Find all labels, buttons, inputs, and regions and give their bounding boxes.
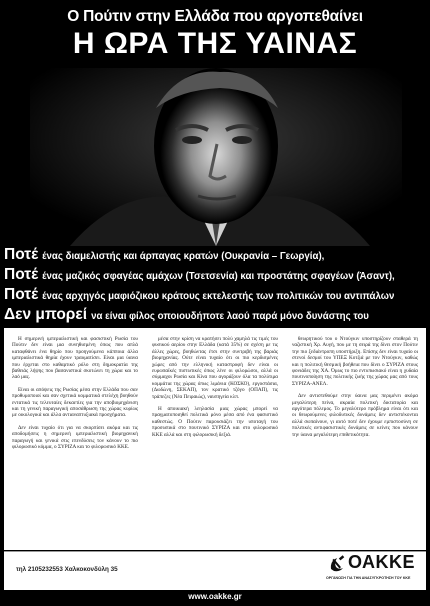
slogan-line — [4, 266, 430, 284]
text-column — [292, 336, 418, 444]
paragraph: Δεν είναι τυχαίο ότι για να σκορπίσει ακόμα και τις αποδομήσεις η σημερινή ιμπεριαλιστική βιομηχανική παραγωγή και γενικά στις επενδύσεις τον κάνουν το πιο φιλορωσικό κόμμα, ο ΣΥΡΙΖΑ και το φιλορωσικό ΚΚΕ. — [12, 424, 138, 451]
paragraph: θεωρητικού του ο Ντούγκιν υποστηρίζουν σταθερά τη ναζιστική Χρ. Αυγή, που με τη σειρά της δίνει στον Πούτιν την πιο ξεδιάντροπη υποστήριξη. Επίσης δεν είναι τυχαίο οι στενοί δεσμοί του ΥΠΕΞ Κοτζιά με τον Ντούγκιν, καθώς και η πολιτική θεσμική βοήθεια που δίνει ο ΣΥΡΙΖΑ στους φονιάδες της ΧΑ. Όμως το πιο εντυπωσιακό είναι η χυδαία πουτινοποίηση της πολιτικής ζωής της χώρας μας από τους ΣΥΡΙΖΑ-ΑΝΕΛ. — [292, 336, 418, 387]
slogan-keyword: Δεν μπορεί — [4, 306, 88, 323]
footer — [4, 551, 426, 590]
poster-title: Η ΩΡΑ ΤΗΣ ΥΑΙΝΑΣ — [72, 27, 358, 60]
text-column — [152, 336, 278, 444]
paragraph: Η σημερινή ιμπεριαλιστική και φασιστική Ρωσία του Πούτιν δεν είναι μια συνηθισμένη όπως που απλά καταφθάνει ένα θηρίο που προηγούμενα κάπποια άλλα ιμπεριαλιστικά θηρία έχουν τραυματίσει. Είναι μια ύαινα που έρχεται στο καθαρτικό ρόλο στη δημοκρατία της βαθειάς λήψης που βασανιστικά σκοτώνει τη χώρα και το λαό μας. — [12, 336, 138, 381]
slogan-line — [4, 246, 430, 264]
slogan-line — [4, 286, 430, 304]
slogan-keyword: Ποτέ — [4, 286, 39, 303]
slogan-text: να είναι φίλος οποιουδήποτε λαού παρά μόνο δυνάστης του — [91, 311, 369, 322]
article-text-box — [4, 328, 426, 550]
slogan-text: ένας διαμελιστής και άρπαγας κρατών (Ουκρανία – Γεωργία), — [42, 251, 325, 262]
website-url: www.oakke.gr — [188, 592, 242, 601]
slogan-line — [4, 306, 430, 324]
contact-info: τηλ 2105232553 Χαλκοκονδύλη 35 — [16, 566, 118, 573]
logo-name: ΟΑΚΚΕ — [348, 552, 416, 572]
slogan-keyword: Ποτέ — [4, 266, 39, 283]
slogan-text: ένας μαζικός σφαγέας αμάχων (Τσετσενία) και προστάτης σφαγέων (Άσαντ), — [42, 271, 395, 282]
hammer-sickle-icon — [328, 555, 346, 573]
poster-subtitle: Ο Πούτιν στην Ελλάδα που αργοπεθαίνει — [67, 8, 363, 25]
paragraph: μέσα στην κρίση να κρατήσει πολύ χαμηλά τις τιμές του φυσικού αερίου στην Ελλάδα (κατά 35%) σε σχέση με τις άλλες χώρες, βοηθώντας έτσι στην συντριβή της βαριάς βιομηχανίας. Ούτε είναι τυχαίο ότι οι πιο κερδισμένες χώρες από την ελληνική καταστροφή δεν είναι οι ευρωπαϊκές πιστωτικές όπως λένε οι φιλορώσοι, αλλά οι σύμμαχοι Ρωσία και Κίνα που αγοράζουν όλα τα πολύτιμα κομμάτια της χώρας όπως λιμάνια (ΚΟΣΚΟ), εργοστάσια, (Δωδώνη, ΣΕΚΑΠ), τον κρατικό τζόγο (ΟΠΑΠ), τις τράπεζες (Νέα Πειραιώς), ναυπηγεία κλπ. — [152, 336, 278, 400]
paragraph: Δεν αντιστεθούμε στην ύαινα μας περιμένει ακόμα μεγαλύτερη πείνα, ακραία πολιτική δικτατορία και αργότερα πόλεμος. Το μεγαλύτερο πρόβλημα είναι ότι και οι θεωρούμενες φιλοδυτικές δυνάμεις δεν αντιστέκονται αλλά σωπαίνουν, γι αυτό ποτέ δεν έχουμε εμπιστοσύνη σε πολιτικές αντιφασιστικές δυνάμεις σε κείνες που κάνουν την ύαινα μεγαλύτερη επιθετικότητα. — [292, 393, 418, 438]
slogans — [4, 246, 430, 326]
paragraph: Είναι οι απόψεις της Ρωσίας μέσα στην Ελλάδα που σαν προθυμοποιοί και σαν σχετικά κομματικά στελέχη βοηθούν εντατικά τις τελευταίες δεκαετίες για την αποβιομηχάνιση και τη γενική παραγωγική αποσάθρωση της χώρας κυρίως με οικολογικά και άλλα αντιαναπτυξιακά προσχήματα. — [12, 386, 138, 419]
text-column — [12, 336, 138, 457]
slogan-keyword: Ποτέ — [4, 246, 39, 263]
paragraph: Η αποικιακή λεηλασία μιας χώρας μπορεί να πραγματοποιηθεί πολιτικά μόνο μέσα από ένα φασιστικό καθεστώς. Ο Πούτιν παρουσιάζει την υποταγή του προσωπικά στο πουτινικό ΣΥΡΙΖΑ και στο φιλορωσικό ΚΚΕ αλλά και στη φιλορωσική δεξιά. — [152, 406, 278, 438]
slogan-text: ένας αρχηγός μαφιόζικου κράτους εκτελεστής των πολιτικών του αντιπάλων — [42, 291, 395, 302]
oakke-logo — [326, 554, 422, 588]
portrait-photo — [30, 68, 402, 246]
logo-subtitle: ΟΡΓΑΝΩΣΗ ΓΙΑ ΤΗΝ ΑΝΑΣΥΓΚΡΟΤΗΣΗ ΤΟΥ ΚΚΕ — [326, 576, 411, 580]
